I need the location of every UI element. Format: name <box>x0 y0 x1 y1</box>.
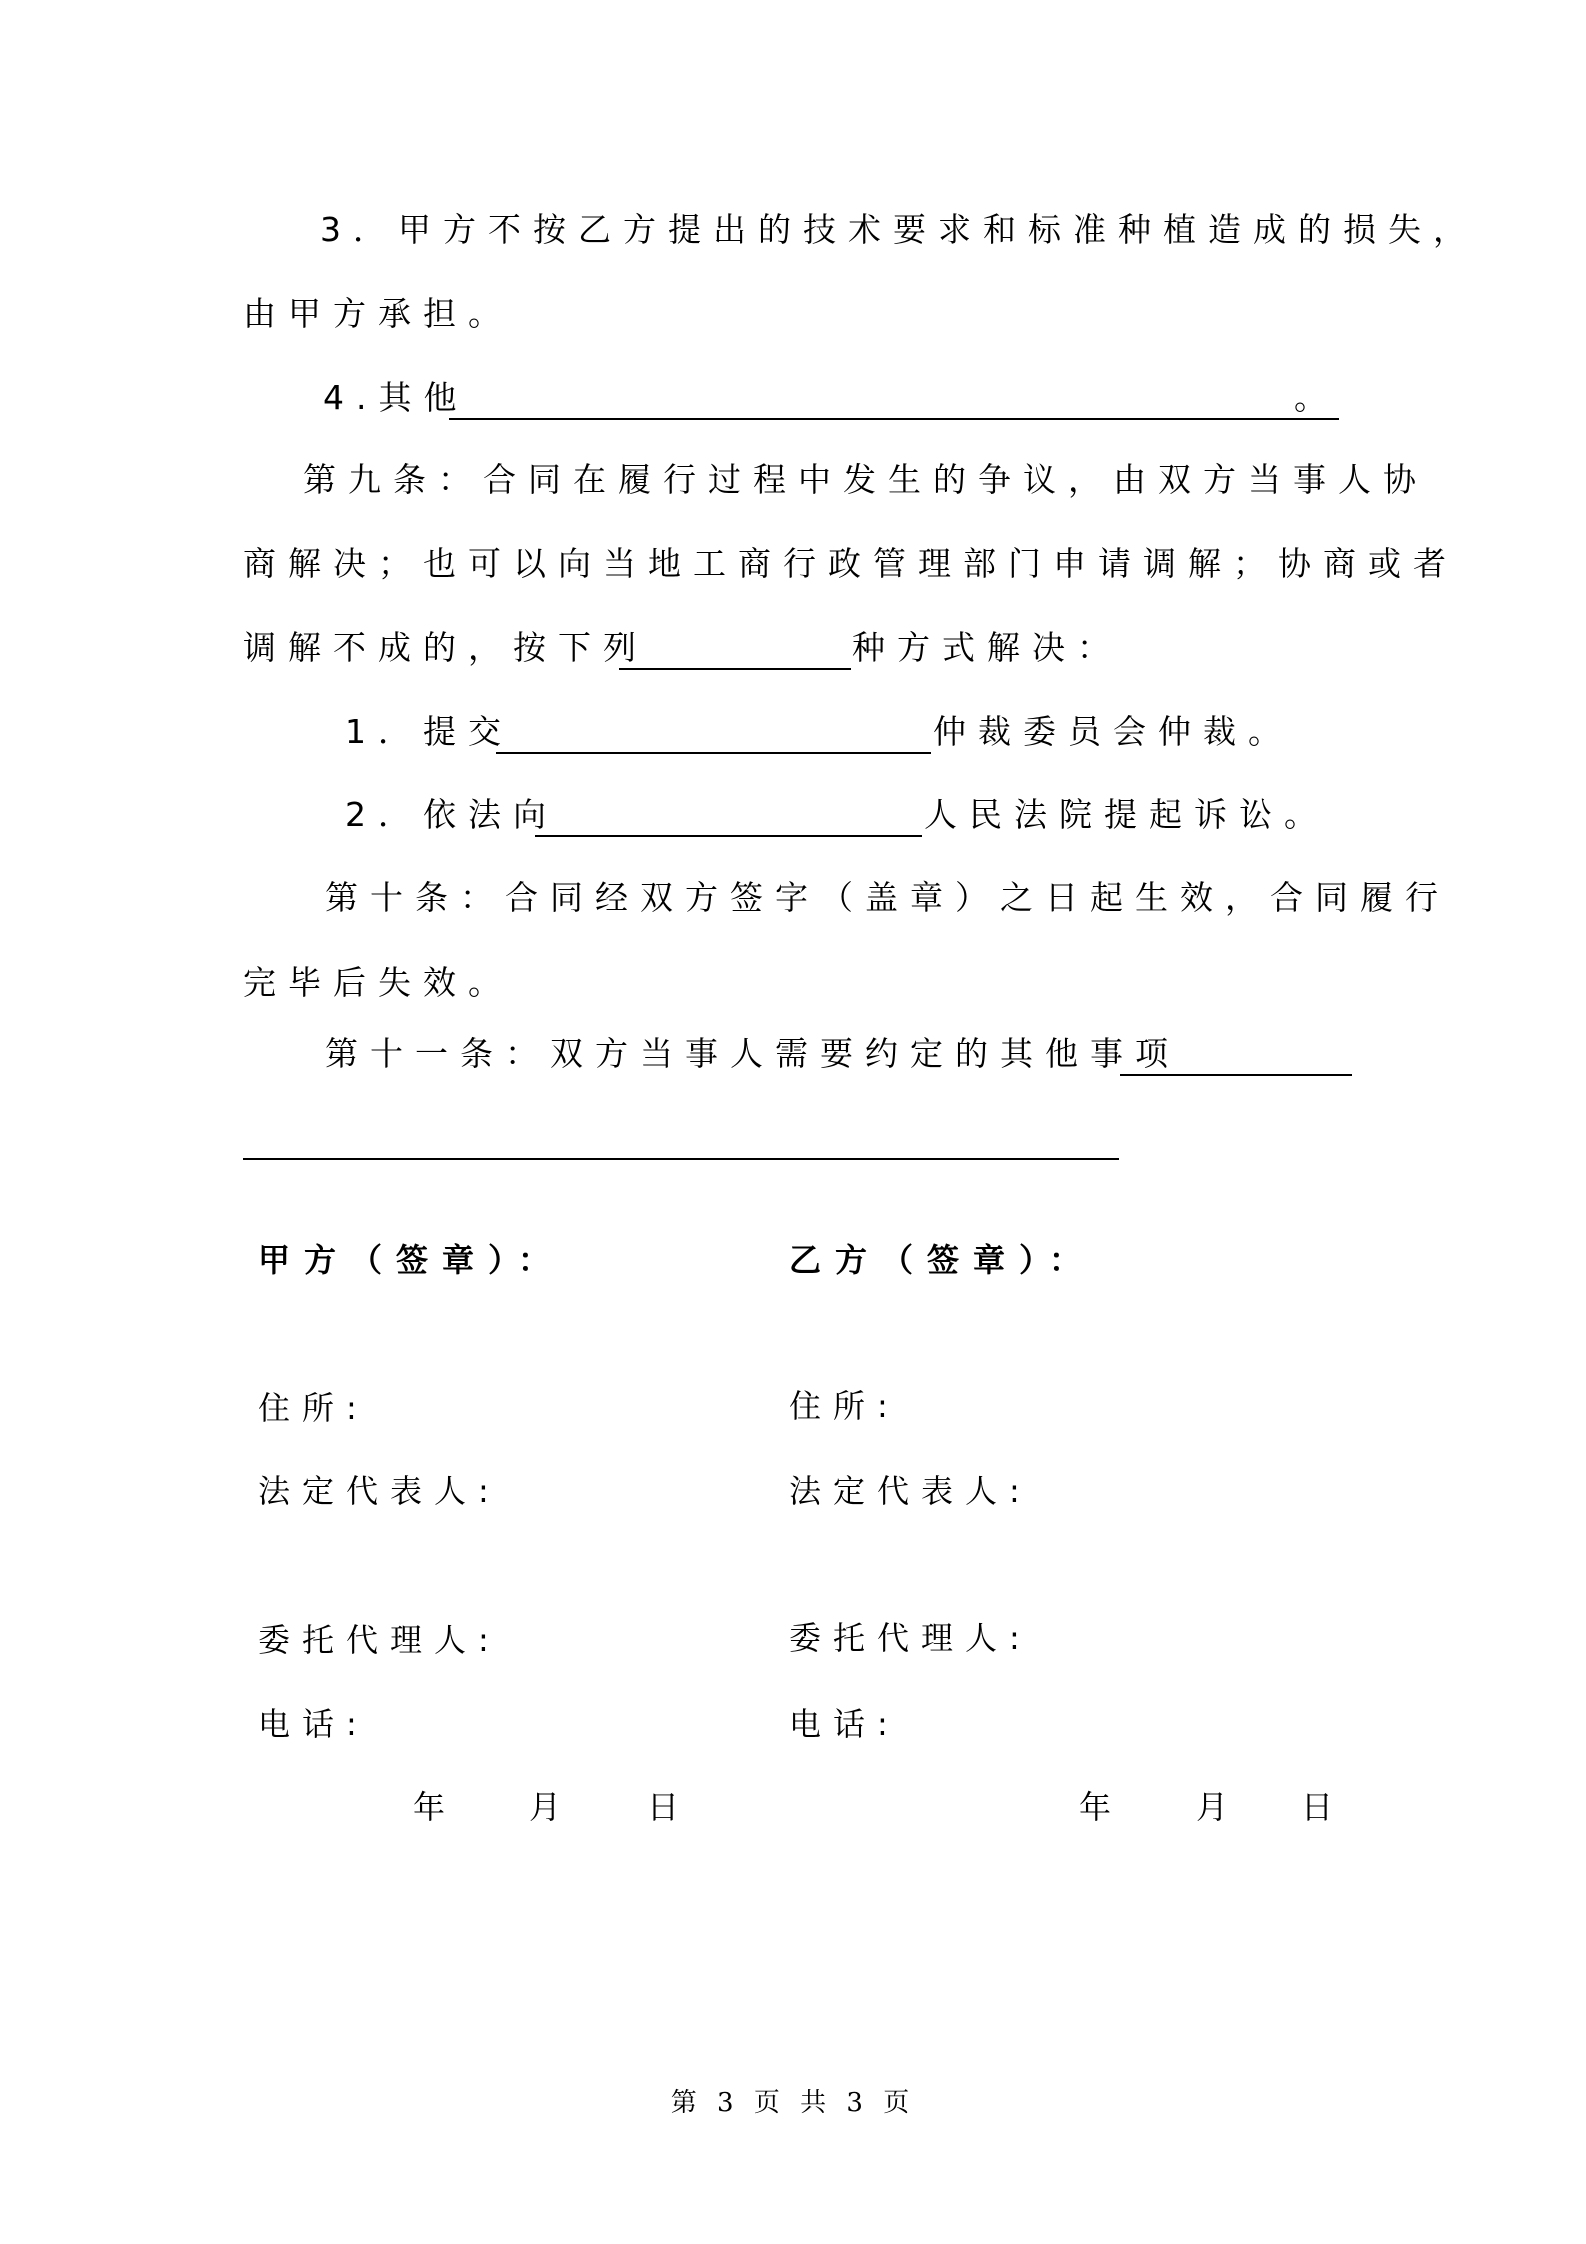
blank-line-court <box>535 835 922 837</box>
clause-art9-option2-a <box>345 793 558 837</box>
clause-item4-end <box>1294 376 1339 420</box>
party-a-date-month: 月 <box>529 1788 562 1826</box>
clause-art9-line2 <box>243 542 1458 586</box>
party-a-agent-label: 委托代理人: <box>258 1621 501 1659</box>
page-number-footer: 第 3 页 共 3 页 <box>670 2088 916 2118</box>
clause-text: 。 <box>1294 378 1339 417</box>
clause-art9-option1-b <box>933 710 1293 754</box>
party-b-legal-rep-label: 法定代表人: <box>789 1472 1032 1510</box>
clause-text: 仲裁委员会仲裁。 <box>933 712 1293 751</box>
party-a-phone-label: 电话: <box>258 1705 369 1743</box>
blank-line-arbitration <box>496 752 931 754</box>
clause-art10-line2 <box>243 961 513 1005</box>
party-b-address-label: 住所: <box>789 1387 900 1425</box>
clause-text: 人民法院提起诉讼。 <box>924 795 1329 834</box>
clause-art11-line1 <box>325 1032 1180 1076</box>
clause-text: 商解决；也可以向当地工商行政管理部门申请调解；协商或者 <box>243 544 1458 583</box>
party-b-heading: 乙方（签章）： <box>789 1241 1096 1279</box>
clause-text: 种方式解决： <box>852 628 1122 667</box>
clause-art9-line3-b <box>852 626 1122 670</box>
clause-text: 调解不成的，按下列 <box>243 628 648 667</box>
party-a-heading: 甲方（签章）： <box>258 1241 565 1279</box>
clause-art9-line1 <box>303 458 1428 502</box>
blank-line-item4 <box>449 418 1339 420</box>
blank-line-method-count <box>619 668 851 670</box>
clause-text: 第十一条：双方当事人需要约定的其他事项 <box>325 1034 1180 1073</box>
clause-text: 第十条：合同经双方签字（盖章）之日起生效，合同履行 <box>325 878 1450 917</box>
party-a-date-year: 年 <box>413 1788 446 1826</box>
blank-line-other-matters-1 <box>1120 1074 1352 1076</box>
party-a-date-day: 日 <box>647 1788 680 1826</box>
clause-art10-line1 <box>325 876 1450 920</box>
party-b-agent-label: 委托代理人: <box>789 1619 1032 1657</box>
clause-text: 2．依法向 <box>345 795 558 834</box>
party-b-date-year: 年 <box>1079 1788 1112 1826</box>
blank-line-other-matters-2 <box>243 1158 1119 1160</box>
clause-text: 1．提交 <box>345 712 513 751</box>
clause-art9-option2-b <box>924 793 1329 837</box>
clause-text: 由甲方承担。 <box>243 294 513 333</box>
party-a-legal-rep-label: 法定代表人: <box>258 1472 501 1510</box>
clause-item4-label: 4.其他 <box>323 378 469 417</box>
party-b-date-day: 日 <box>1301 1788 1334 1826</box>
clause-text: 完毕后失效。 <box>243 963 513 1002</box>
clause-text: 3．甲方不按乙方提出的技术要求和标准种植造成的损失， <box>320 210 1478 249</box>
clause-item4 <box>323 376 469 420</box>
clause-item3-line2 <box>243 292 513 336</box>
clause-item3-line1 <box>320 208 1478 252</box>
clause-art9-option1-a <box>345 710 513 754</box>
clause-art9-line3-a <box>243 626 648 670</box>
party-b-date-month: 月 <box>1196 1788 1229 1826</box>
party-a-address-label: 住所: <box>258 1389 369 1427</box>
party-b-phone-label: 电话: <box>789 1705 900 1743</box>
clause-text: 第九条：合同在履行过程中发生的争议，由双方当事人协 <box>303 460 1428 499</box>
